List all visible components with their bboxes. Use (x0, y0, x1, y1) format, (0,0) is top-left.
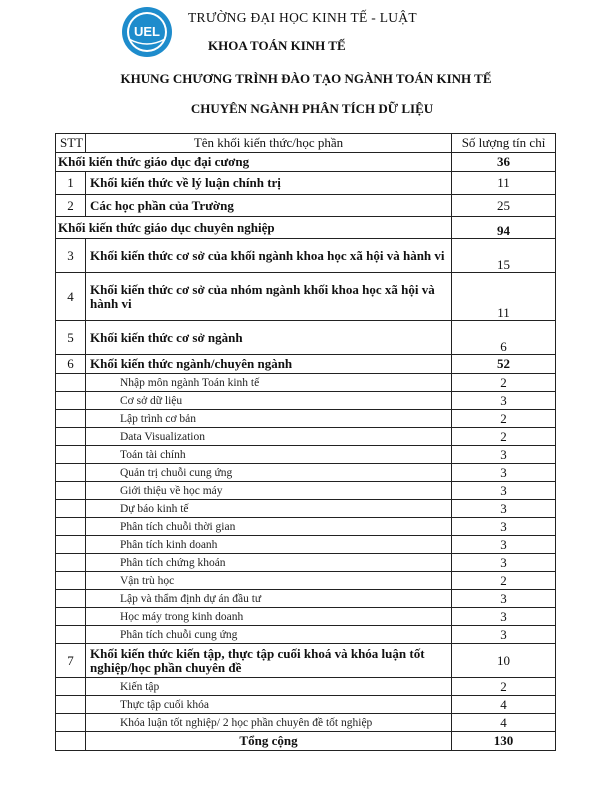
course-credits: 3 (452, 590, 556, 608)
row-name: Khối kiến thức kiến tập, thực tập cuối khoá và khóa luận tốt nghiệp/học phần chuyên đề (86, 644, 452, 678)
course-row (56, 500, 556, 518)
header-name: Tên khối kiến thức/học phần (86, 134, 452, 153)
course-name: Nhập môn ngành Toán kinh tế (86, 374, 452, 392)
course-stt-blank (56, 626, 86, 644)
course-row (56, 410, 556, 428)
row-credits: 11 (452, 273, 556, 321)
table-row (56, 239, 556, 273)
course-name: Giới thiệu về học máy (86, 482, 452, 500)
header-stt: STT (56, 134, 86, 153)
row-stt: 6 (56, 355, 86, 374)
row-stt: 1 (56, 172, 86, 195)
row-name: Khối kiến thức cơ sở ngành (86, 321, 452, 355)
course-name: Dự báo kinh tế (86, 500, 452, 518)
course-stt-blank (56, 572, 86, 590)
group-row (56, 217, 556, 239)
course-stt-blank (56, 446, 86, 464)
course-row (56, 590, 556, 608)
document-title: KHUNG CHƯƠNG TRÌNH ĐÀO TẠO NGÀNH TOÁN KINH TẾ (120, 71, 492, 86)
course-credits: 3 (452, 608, 556, 626)
course-credits: 4 (452, 714, 556, 732)
course-name: Toán tài chính (86, 446, 452, 464)
row-stt: 5 (56, 321, 86, 355)
course-credits: 2 (452, 572, 556, 590)
course-row (56, 536, 556, 554)
row-credits: 6 (452, 321, 556, 355)
course-name: Cơ sở dữ liệu (86, 392, 452, 410)
course-credits: 3 (452, 446, 556, 464)
row-stt: 7 (56, 644, 86, 678)
course-stt-blank (56, 554, 86, 572)
total-blank (56, 732, 86, 751)
row-credits: 52 (452, 355, 556, 374)
course-credits: 3 (452, 554, 556, 572)
faculty-name: KHOA TOÁN KINH TẾ (208, 38, 346, 53)
course-row (56, 374, 556, 392)
course-row (56, 714, 556, 732)
group-row (56, 153, 556, 172)
row-name: Khối kiến thức cơ sở của nhóm ngành khối khoa học xã hội và hành vi (86, 273, 452, 321)
table-row (56, 644, 556, 678)
course-stt-blank (56, 536, 86, 554)
course-stt-blank (56, 678, 86, 696)
course-name: Quản trị chuỗi cung ứng (86, 464, 452, 482)
course-name: Kiến tập (86, 678, 452, 696)
course-name: Học máy trong kinh doanh (86, 608, 452, 626)
course-credits: 2 (452, 678, 556, 696)
course-stt-blank (56, 500, 86, 518)
course-stt-blank (56, 374, 86, 392)
course-name: Phân tích chuỗi cung ứng (86, 626, 452, 644)
course-credits: 2 (452, 428, 556, 446)
group-credits: 36 (452, 153, 556, 172)
row-credits: 25 (452, 195, 556, 217)
course-stt-blank (56, 696, 86, 714)
table-row (56, 273, 556, 321)
row-stt: 3 (56, 239, 86, 273)
table-row (56, 321, 556, 355)
course-name: Phân tích chứng khoán (86, 554, 452, 572)
course-row (56, 626, 556, 644)
row-name: Khối kiến thức cơ sở của khối ngành khoa học xã hội và hành vi (86, 239, 452, 273)
course-credits: 3 (452, 464, 556, 482)
course-stt-blank (56, 464, 86, 482)
course-row (56, 696, 556, 714)
row-name: Khối kiến thức về lý luận chính trị (86, 172, 452, 195)
course-row (56, 678, 556, 696)
course-name: Phân tích chuỗi thời gian (86, 518, 452, 536)
row-credits: 15 (452, 239, 556, 273)
row-stt: 2 (56, 195, 86, 217)
row-name: Các học phần của Trường (86, 195, 452, 217)
course-stt-blank (56, 482, 86, 500)
course-row (56, 392, 556, 410)
row-credits: 10 (452, 644, 556, 678)
row-stt: 4 (56, 273, 86, 321)
document-subtitle: CHUYÊN NGÀNH PHÂN TÍCH DỮ LIỆU (190, 101, 434, 116)
table-row (56, 355, 556, 374)
course-name: Vận trù học (86, 572, 452, 590)
total-credits: 130 (452, 732, 556, 751)
course-name: Lập và thẩm định dự án đầu tư (86, 590, 452, 608)
group-credits: 94 (452, 217, 556, 239)
group-name: Khối kiến thức giáo dục chuyên nghiệp (56, 217, 452, 239)
course-name: Lập trình cơ bản (86, 410, 452, 428)
course-credits: 3 (452, 536, 556, 554)
course-row (56, 464, 556, 482)
course-credits: 3 (452, 500, 556, 518)
course-row (56, 554, 556, 572)
course-stt-blank (56, 518, 86, 536)
table-row (56, 172, 556, 195)
course-row (56, 446, 556, 464)
course-stt-blank (56, 428, 86, 446)
course-stt-blank (56, 392, 86, 410)
table-header-row (56, 134, 556, 153)
curriculum-table (55, 133, 556, 751)
course-stt-blank (56, 410, 86, 428)
course-row (56, 608, 556, 626)
header-credits: Số lượng tín chỉ (452, 134, 556, 153)
row-credits: 11 (452, 172, 556, 195)
course-name: Data Visualization (86, 428, 452, 446)
course-credits: 2 (452, 410, 556, 428)
course-row (56, 482, 556, 500)
course-row (56, 572, 556, 590)
course-name: Khóa luận tốt nghiệp/ 2 học phần chuyên đề tốt nghiệp (86, 714, 452, 732)
table-row (56, 195, 556, 217)
course-stt-blank (56, 590, 86, 608)
course-name: Thực tập cuối khóa (86, 696, 452, 714)
group-name: Khối kiến thức giáo dục đại cương (56, 153, 452, 172)
logo-text: UEL (134, 24, 160, 39)
course-name: Phân tích kinh doanh (86, 536, 452, 554)
total-label: Tổng cộng (86, 732, 452, 751)
course-stt-blank (56, 608, 86, 626)
course-row (56, 428, 556, 446)
total-row (56, 732, 556, 751)
uel-logo (120, 5, 174, 59)
row-name: Khối kiến thức ngành/chuyên ngành (86, 355, 452, 374)
course-credits: 3 (452, 482, 556, 500)
course-row (56, 518, 556, 536)
university-name: TRƯỜNG ĐẠI HỌC KINH TẾ - LUẬT (188, 10, 417, 25)
course-stt-blank (56, 714, 86, 732)
course-credits: 4 (452, 696, 556, 714)
course-credits: 2 (452, 374, 556, 392)
course-credits: 3 (452, 518, 556, 536)
course-credits: 3 (452, 392, 556, 410)
course-credits: 3 (452, 626, 556, 644)
